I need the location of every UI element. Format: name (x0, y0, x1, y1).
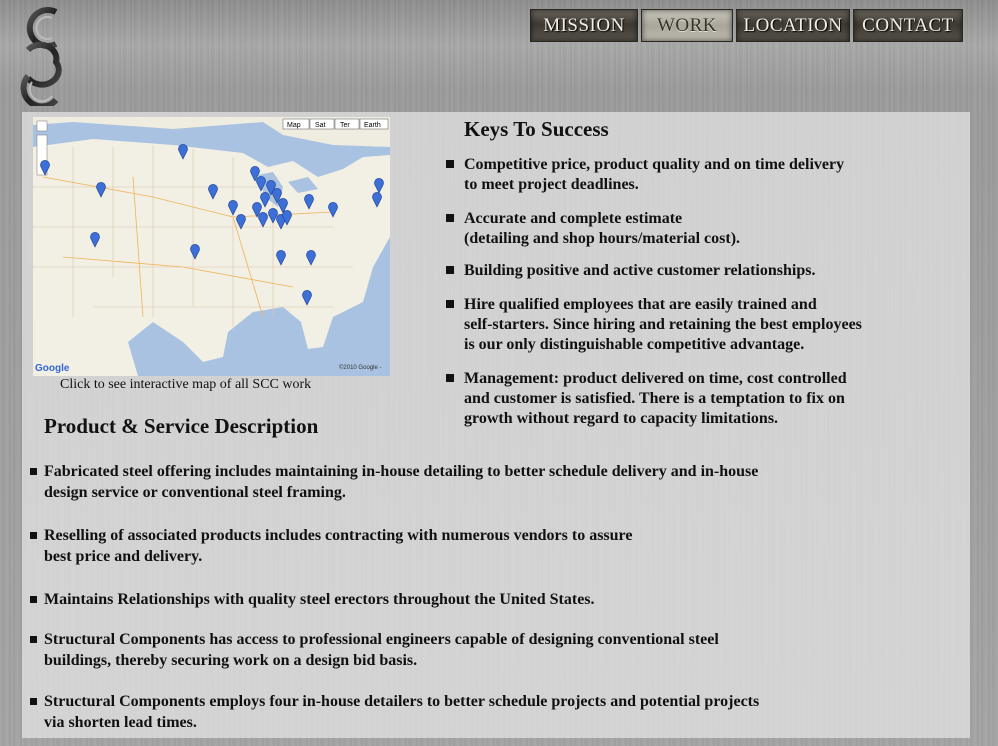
map-type-ter[interactable]: Ter (340, 122, 350, 129)
map-type-map[interactable]: Map (287, 122, 301, 129)
land-area (33, 139, 390, 376)
list-item: Accurate and complete estimate (detailing and shop hours/material cost). (446, 209, 956, 249)
keys-list (446, 155, 956, 429)
product-heading: Product & Service Description (44, 414, 319, 438)
list-item: Structural Components has access to professional engineers capable of designing conventional steel buildings, thereby securing work on a design bid basis. (30, 629, 930, 671)
map-type-earth[interactable]: Earth (364, 122, 381, 129)
nav-contact[interactable]: CONTACT (853, 9, 963, 42)
nav-mission[interactable]: MISSION (530, 9, 638, 42)
keys-heading: Keys To Success (464, 117, 609, 141)
list-item: Reselling of associated products includes contracting with numerous vendors to assure best price and delivery. (30, 525, 930, 567)
main-nav (530, 9, 963, 42)
list-item: Management: product delivered on time, cost controlled and customer is satisfied. There is a temptation to fix on growth without regard to capacity limitations. (446, 369, 956, 429)
nav-work[interactable]: WORK (641, 9, 733, 42)
map-type-controls[interactable] (283, 119, 388, 129)
map-copyright: ©2010 Google - (339, 365, 382, 371)
map-type-sat[interactable]: Sat (315, 122, 326, 129)
map-caption[interactable]: Click to see interactive map of all SCC work (60, 377, 312, 392)
product-list (30, 461, 930, 733)
list-item: Hire qualified employees that are easily trained and self-starters. Since hiring and retaining the best employees is our only distinguishable competitive advantage. (446, 295, 956, 355)
list-item: Structural Components employs four in-house detailers to better schedule projects and potential projects via shorten lead times. (30, 691, 930, 733)
list-item: Maintains Relationships with quality steel erectors throughout the United States. (30, 589, 930, 610)
work-map[interactable] (33, 117, 390, 376)
list-item: Building positive and active customer relationships. (446, 261, 956, 281)
scc-logo[interactable] (18, 4, 66, 106)
nav-location[interactable]: LOCATION (736, 9, 850, 42)
list-item: Competitive price, product quality and on time delivery to meet project deadlines. (446, 155, 956, 195)
list-item: Fabricated steel offering includes maintaining in-house detailing to better schedule delivery and in-house design service or conventional steel framing. (30, 461, 930, 503)
google-logo: Google (35, 363, 70, 374)
